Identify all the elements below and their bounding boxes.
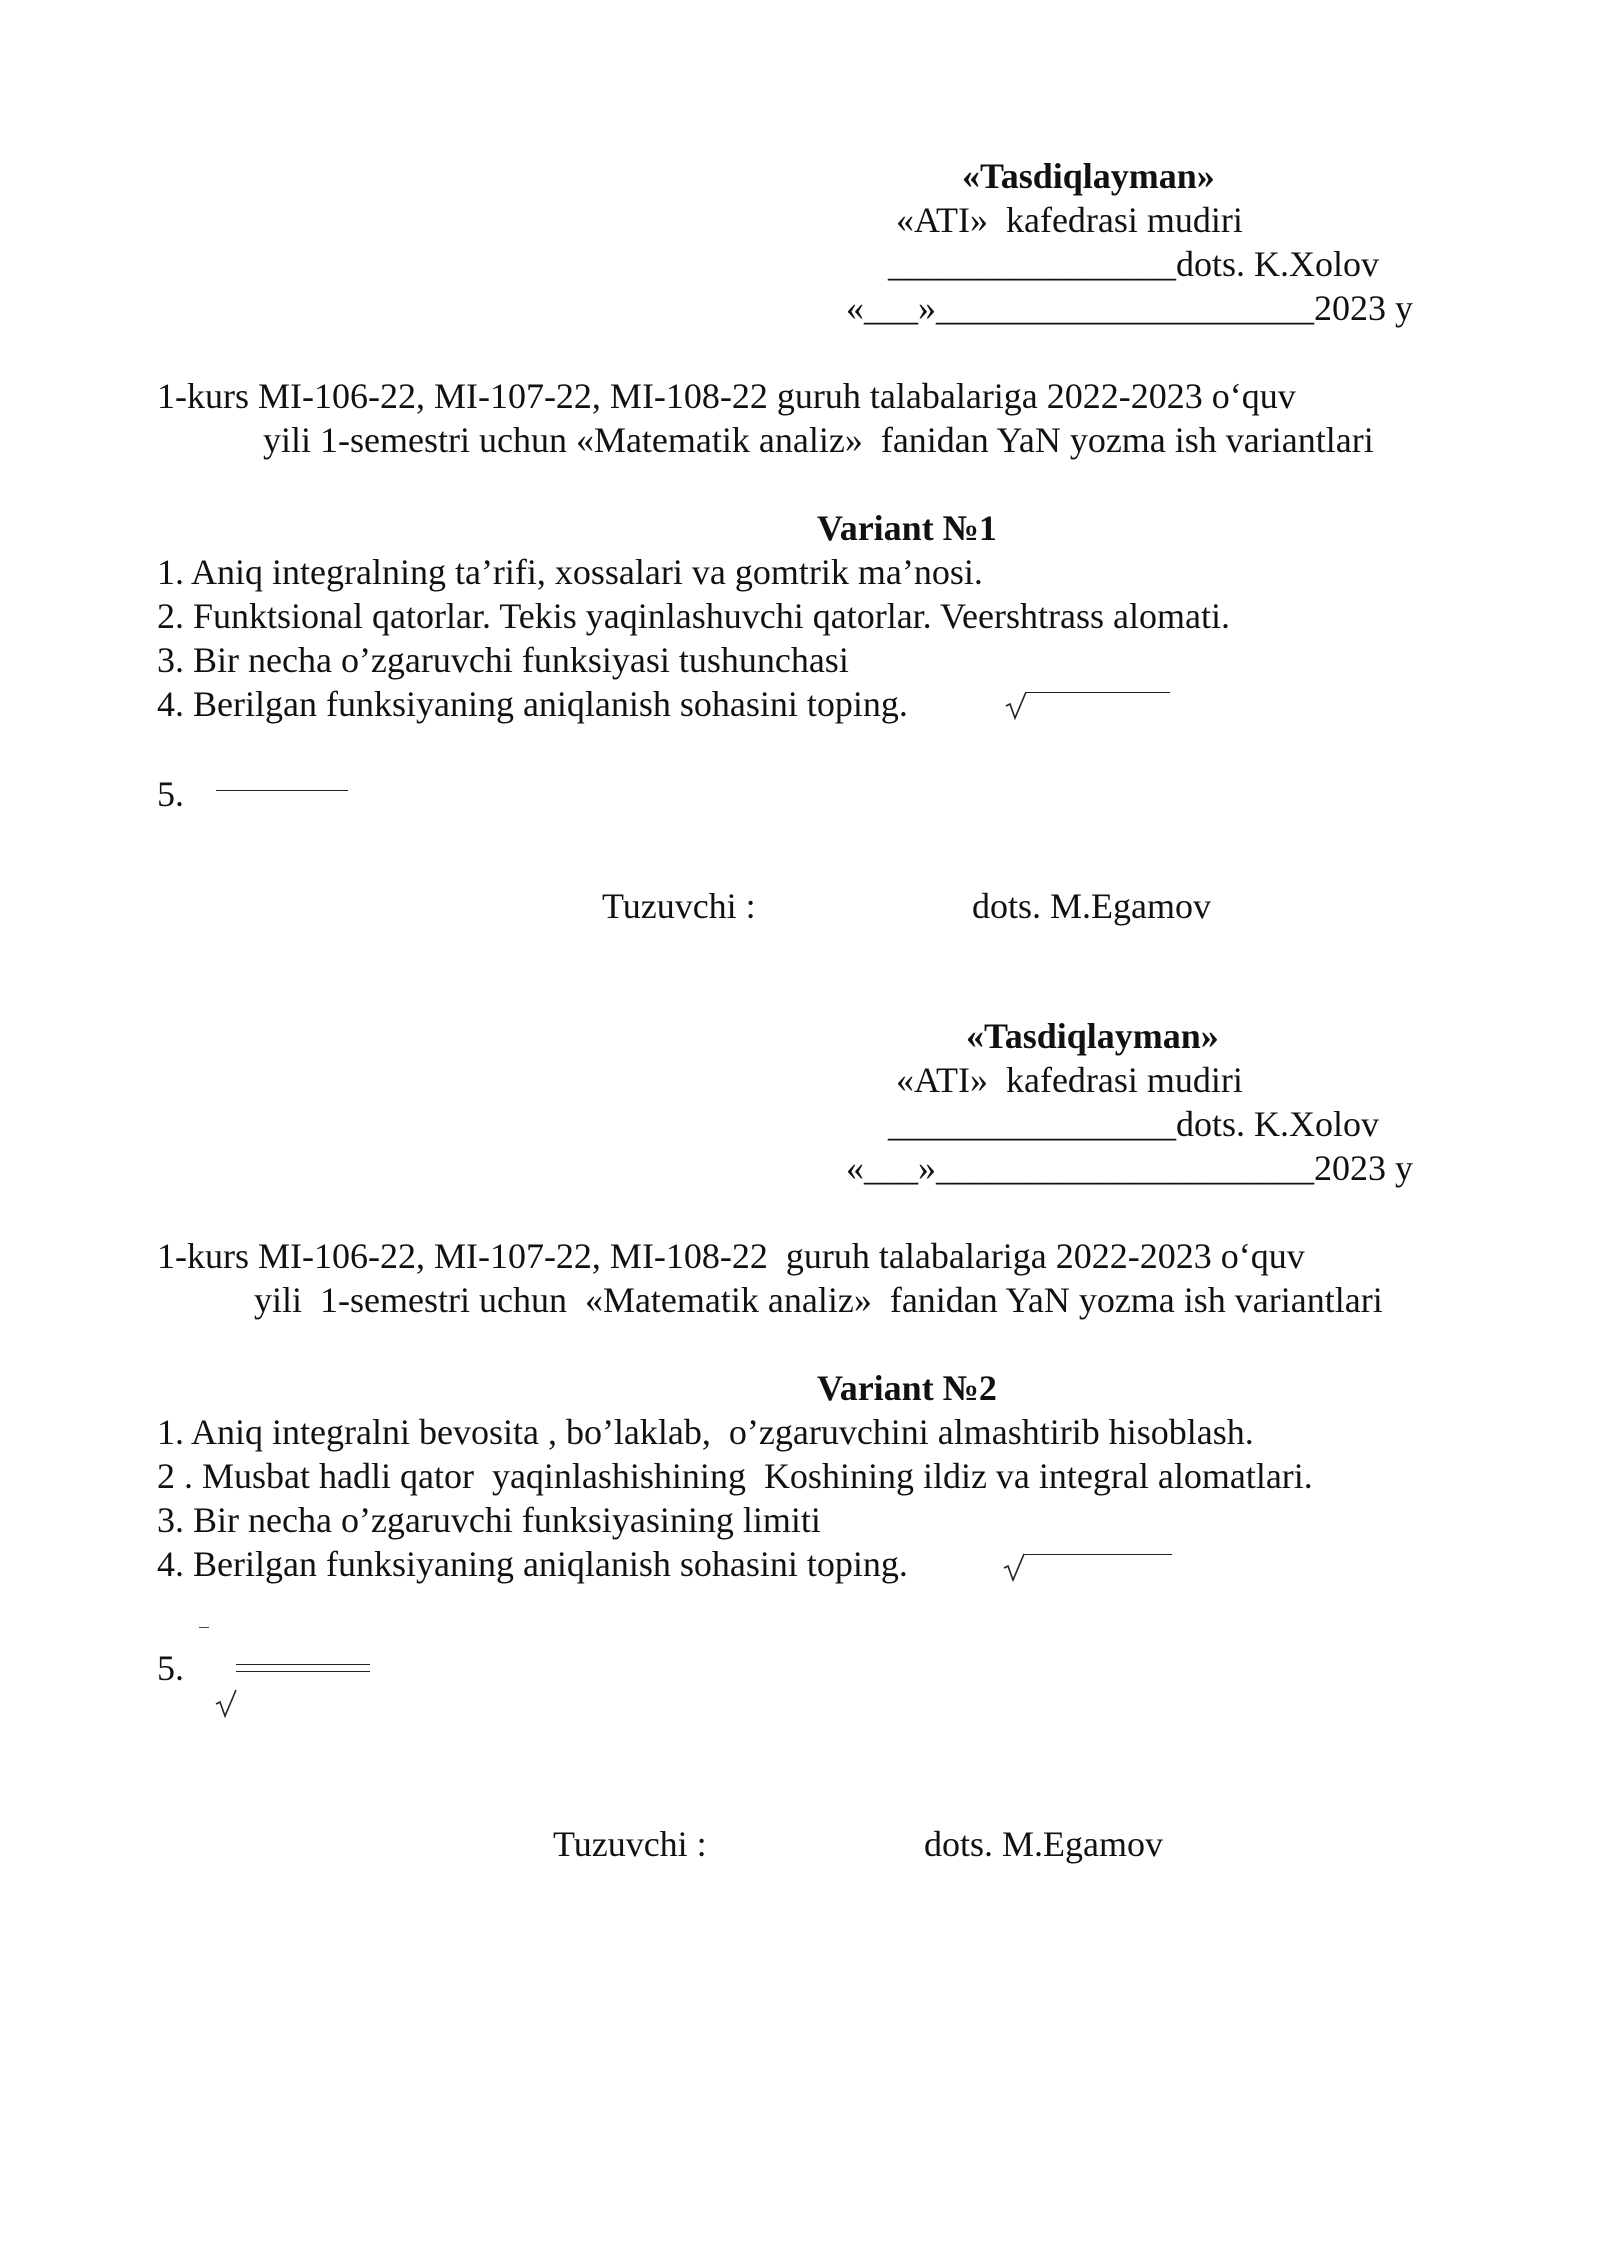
task-item-2: 2 . Musbat hadli qator yaqinlashishining Koshining ildiz va integral alomatlari. [157, 1456, 1313, 1496]
fraction-bar [216, 790, 348, 791]
formula-mark [199, 1627, 209, 1628]
task-item-5-label: 5. [157, 1648, 184, 1688]
task-item-4: 4. Berilgan funksiyaning aniqlanish sohasini toping. [157, 684, 908, 724]
approval-title: «Tasdiqlayman» [966, 1016, 1219, 1056]
document-heading-line2: yili 1-semestri uchun «Matematik analiz» fanidan YaN yozma ish variantlari [263, 420, 1374, 460]
author-label: Tuzuvchi : [602, 886, 756, 926]
approval-date-line: «___»_____________________2023 y [846, 288, 1413, 328]
task-item-3: 3. Bir necha o’zgaruvchi funksiyasining limiti [157, 1500, 821, 1540]
author-label: Tuzuvchi : [553, 1824, 707, 1864]
formula-vinculum [1026, 692, 1170, 693]
task-item-2: 2. Funktsional qatorlar. Tekis yaqinlashuvchi qatorlar. Veershtrass alomati. [157, 596, 1230, 636]
variant-title: Variant №2 [817, 1368, 997, 1408]
approval-date-line: «___»_____________________2023 y [846, 1148, 1413, 1188]
formula-vinculum [1024, 1554, 1172, 1555]
square-root-icon [1004, 690, 1034, 720]
author-name: dots. M.Egamov [924, 1824, 1163, 1864]
approval-title: «Tasdiqlayman» [962, 156, 1215, 196]
task-item-3: 3. Bir necha o’zgaruvchi funksiyasi tushunchasi [157, 640, 849, 680]
document-heading-line2: yili 1-semestri uchun «Matematik analiz» fanidan YaN yozma ish variantlari [254, 1280, 1383, 1320]
square-root-icon [214, 1688, 244, 1718]
fraction-bar-root-vinculum [236, 1671, 370, 1672]
task-item-1: 1. Aniq integralning ta’rifi, xossalari va gomtrik ma’nosi. [157, 552, 983, 592]
variant-title: Variant №1 [817, 508, 997, 548]
square-root-icon [1002, 1552, 1032, 1582]
document-heading-line1: 1-kurs MI-106-22, MI-107-22, MI-108-22 guruh talabalariga 2022-2023 o‘quv [157, 376, 1296, 416]
task-item-4: 4. Berilgan funksiyaning aniqlanish sohasini toping. [157, 1544, 908, 1584]
task-item-1: 1. Aniq integralni bevosita , bo’laklab, o’zgaruvchini almashtirib hisoblash. [157, 1412, 1254, 1452]
author-name: dots. M.Egamov [972, 886, 1211, 926]
approval-position: «ATI» kafedrasi mudiri [896, 1060, 1243, 1100]
document-heading-line1: 1-kurs MI-106-22, MI-107-22, MI-108-22 guruh talabalariga 2022-2023 o‘quv [157, 1236, 1305, 1276]
fraction-bar [236, 1664, 370, 1665]
task-item-5-label: 5. [157, 774, 184, 814]
approval-signature-line: ________________dots. K.Xolov [888, 244, 1380, 284]
approval-position: «ATI» kafedrasi mudiri [896, 200, 1243, 240]
approval-signature-line: ________________dots. K.Xolov [888, 1104, 1380, 1144]
